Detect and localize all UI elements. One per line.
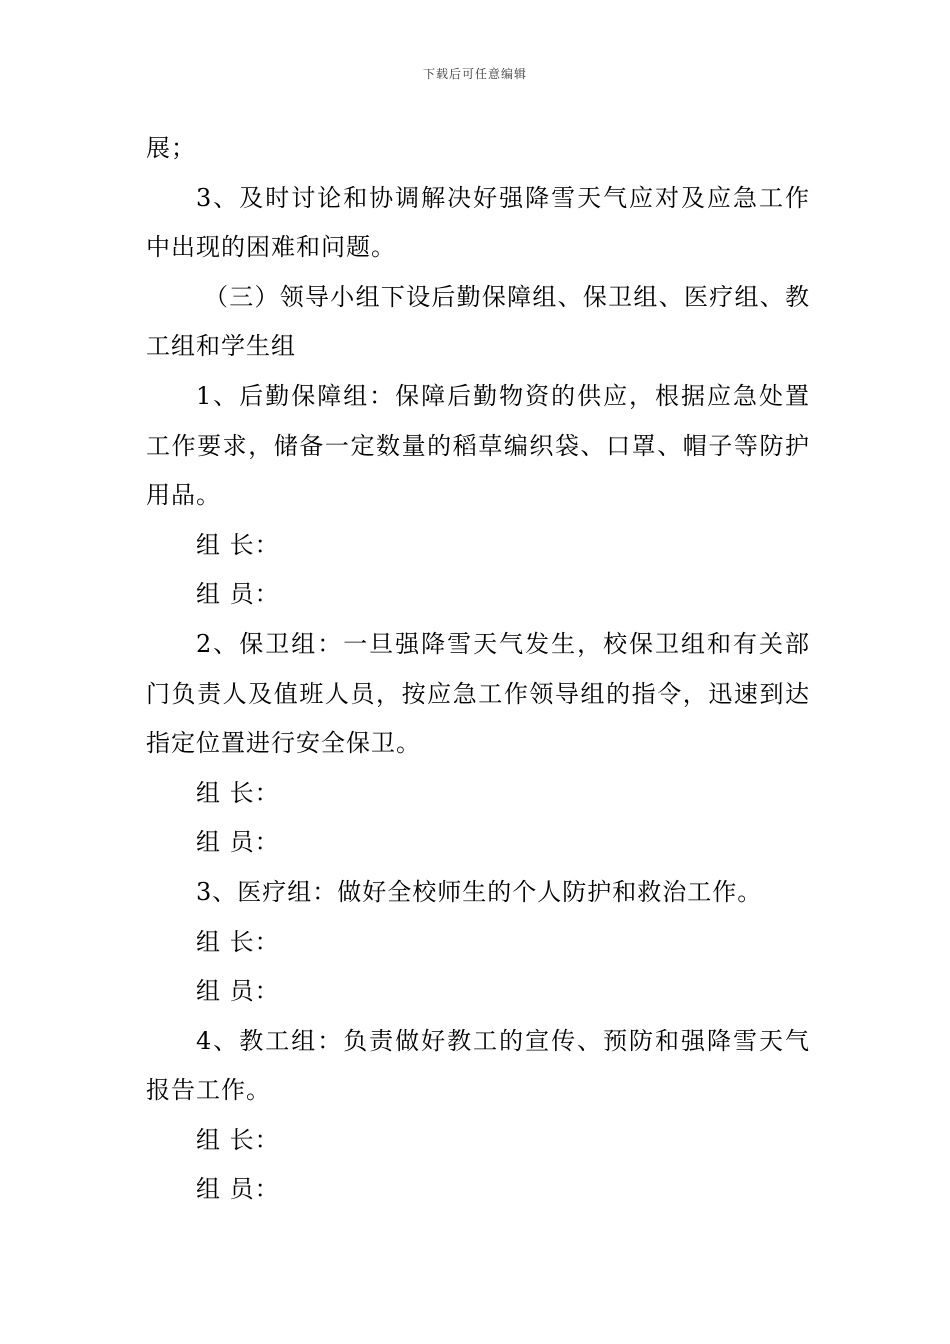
paragraph-item-3: 3、及时讨论和协调解决好强降雪天气应对及应急工作中出现的困难和问题。 xyxy=(146,183,810,262)
logistics-group-members: 组 员： xyxy=(196,580,280,609)
paragraph-staff-group: 4、教工组：负责做好教工的宣传、预防和强降雪天气报告工作。 xyxy=(146,1026,810,1105)
security-group-leader: 组 长： xyxy=(196,778,280,807)
paragraph-logistics-group: 1、后勤保障组：保障后勤物资的供应，根据应急处置工作要求，储备一定数量的稻草编织袋、口罩、帽子等防护用品。 xyxy=(146,381,810,510)
security-group-members: 组 员： xyxy=(196,828,280,857)
document-body xyxy=(146,124,810,1215)
paragraph-security-group: 2、保卫组：一旦强降雪天气发生，校保卫组和有关部门负责人及值班人员，按应急工作领导组的指令，迅速到达指定位置进行安全保卫。 xyxy=(146,629,810,758)
medical-group-leader: 组 长： xyxy=(196,927,280,956)
section-heading-3: （三）领导小组下设后勤保障组、保卫组、医疗组、教工组和学生组 xyxy=(146,282,810,361)
page-header: 下载后可任意编辑 xyxy=(422,67,527,81)
paragraph-continuation: 展； xyxy=(146,134,196,162)
paragraph-medical-group: 3、医疗组：做好全校师生的个人防护和救治工作。 xyxy=(196,877,763,906)
logistics-group-leader: 组 长： xyxy=(196,530,280,559)
staff-group-leader: 组 长： xyxy=(196,1125,280,1154)
medical-group-members: 组 员： xyxy=(196,977,280,1006)
staff-group-members: 组 员： xyxy=(196,1175,280,1204)
